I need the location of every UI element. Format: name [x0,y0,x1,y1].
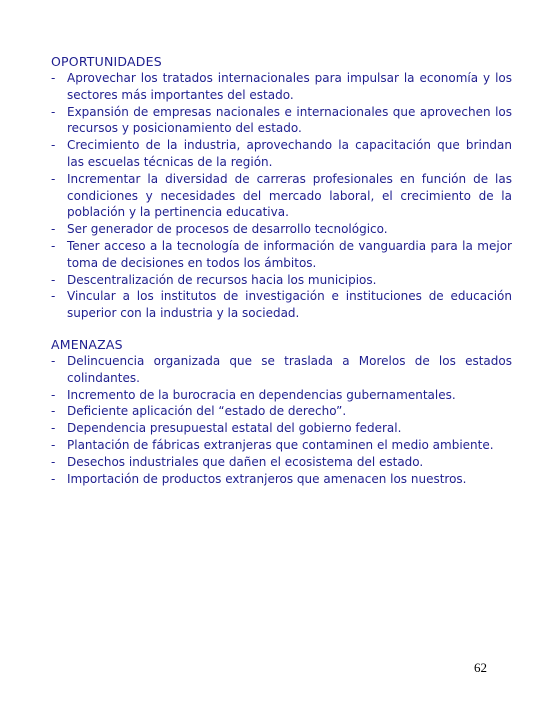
list-item: - Incrementar la diversidad de carreras profesionales en función de las condiciones y necesidades del mercado laboral, el crecimiento de la población y la pertinencia educativa. [51,171,512,220]
list-item: - Plantación de fábricas extranjeras que contaminen el medio ambiente. [51,437,494,452]
list-item: - Importación de productos extranjeros que amenacen los nuestros. [51,471,467,486]
list-item-text: Delincuencia organizada que se traslada a Morelos de los estados colindantes. [67,354,512,385]
list-item-text: Tener acceso a la tecnología de información de vanguardia para la mejor toma de decisiones en todos los ámbitos. [67,238,512,270]
list-item-text: Dependencia presupuestal estatal del gobierno federal. [67,421,402,436]
list-item: - Descentralización de recursos hacia los municipios. [51,272,377,287]
list-item-text: Aprovechar los tratados internacionales para impulsar la economía y los sectores más importantes del estado. [67,71,512,102]
opportunities-section [51,53,512,322]
threats-heading: AMENAZAS [51,337,123,352]
list-item: - Dependencia presupuestal estatal del gobierno federal. [51,421,402,436]
list-item-text: Plantación de fábricas extranjeras que contaminen el medio ambiente. [67,437,494,452]
list-item: - Deficiente aplicación del “estado de derecho”. [51,404,347,419]
list-item-text: Vincular a los institutos de investigación e instituciones de educación superior con la industria y la sociedad. [67,289,512,321]
list-item-text: Descentralización de recursos hacia los municipios. [67,272,377,287]
list-item-text: Deficiente aplicación del “estado de derecho”. [67,404,347,419]
threats-section [51,336,512,487]
list-item: - Desechos industriales que dañen el ecosistema del estado. [51,454,424,469]
list-item-text: Crecimiento de la industria, aprovechando la capacitación que brindan las escuelas técnicas de la región. [67,138,512,169]
list-item: - Expansión de empresas nacionales e internacionales que aprovechen los recursos y posicionamiento del estado. [51,104,512,136]
list-item: - Ser generador de procesos de desarrollo tecnológico. [51,222,388,237]
page-number: 62 [474,660,487,675]
opportunities-heading: OPORTUNIDADES [51,54,162,69]
list-item-text: Ser generador de procesos de desarrollo tecnológico. [67,222,388,237]
list-item-text: Incremento de la burocracia en dependencias gubernamentales. [67,387,456,402]
list-item-text: Incrementar la diversidad de carreras profesionales en función de las condiciones y necesidades del mercado laboral, el crecimiento de la población y la pertinencia educativa. [67,171,512,220]
list-item: - Incremento de la burocracia en dependencias gubernamentales. [51,387,456,402]
list-item: - Aprovechar los tratados internacionales para impulsar la economía y los sectores más importantes del estado. [51,71,512,102]
opportunities-list [51,70,512,322]
list-item: - Tener acceso a la tecnología de información de vanguardia para la mejor toma de decisiones en todos los ámbitos. [51,238,512,270]
list-item: - Crecimiento de la industria, aprovechando la capacitación que brindan las escuelas técnicas de la región. [51,138,512,169]
list-item: - Delincuencia organizada que se traslada a Morelos de los estados colindantes. [51,354,512,385]
threats-list [51,353,512,487]
list-item-text: Desechos industriales que dañen el ecosistema del estado. [67,454,424,469]
list-item: - Vincular a los institutos de investigación e instituciones de educación superior con la industria y la sociedad. [51,289,512,321]
list-item-text: Importación de productos extranjeros que amenacen los nuestros. [67,471,467,486]
list-item-text: Expansión de empresas nacionales e internacionales que aprovechen los recursos y posicionamiento del estado. [67,104,512,136]
